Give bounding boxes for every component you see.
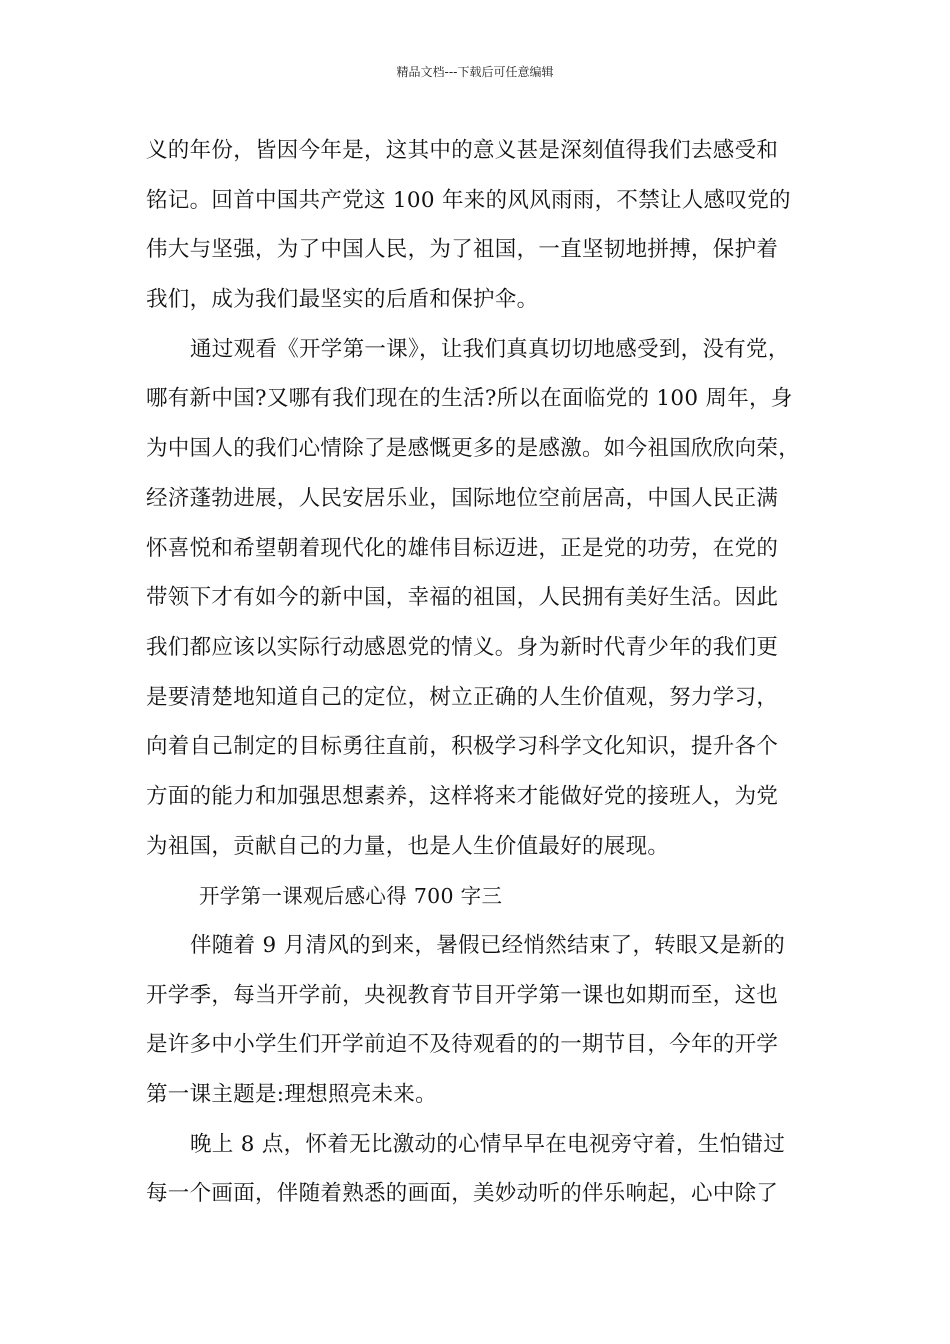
- text-line: 哪有新中国?又哪有我们现在的生活?所以在面临党的 100 周年，身: [146, 386, 793, 412]
- text-line: 我们都应该以实际行动感恩党的情义。身为新时代青少年的我们更: [146, 634, 779, 660]
- paragraph-start-line: 伴随着 9 月清风的到来，暑假已经悄然结束了，转眼又是新的: [190, 933, 786, 958]
- text-line: 怀喜悦和希望朝着现代化的雄伟目标迈进，正是党的功劳，在党的: [146, 535, 779, 561]
- text-line: 向着自己制定的目标勇往直前，积极学习科学文化知识，提升各个: [146, 734, 779, 760]
- text-line: 方面的能力和加强思想素养，这样将来才能做好党的接班人，为党: [146, 783, 779, 809]
- paragraph-start-line: 晚上 8 点，怀着无比激动的心情早早在电视旁守着，生怕错过: [190, 1131, 786, 1157]
- text-line: 为祖国，贡献自己的力量，也是人生价值最好的展现。: [146, 833, 670, 859]
- text-line: 义的年份，皆因今年是，这其中的意义甚是深刻值得我们去感受和: [146, 138, 779, 163]
- text-line: 是许多中小学生们开学前迫不及待观看的的一期节目，今年的开学: [146, 1032, 779, 1058]
- text-line: 伟大与坚强，为了中国人民，为了祖国，一直坚韧地拼搏，保护着: [146, 237, 779, 263]
- text-line: 是要清楚地知道自己的定位，树立正确的人生价值观，努力学习，: [146, 684, 779, 710]
- text-line: 带领下才有如今的新中国，幸福的祖国，人民拥有美好生活。因此: [146, 585, 779, 611]
- text-line: 开学季，每当开学前，央视教育节目开学第一课也如期而至，这也: [146, 982, 779, 1008]
- text-line: 经济蓬勃进展，人民安居乐业，国际地位空前居高，中国人民正满: [146, 485, 779, 511]
- document-body: [146, 131, 826, 1224]
- text-line: 我们，成为我们最坚实的后盾和保护伞。: [146, 287, 539, 313]
- text-line: 第一课主题是:理想照亮未来。: [146, 1082, 437, 1108]
- section-heading: 开学第一课观后感心得 700 字三: [199, 884, 503, 909]
- text-line: 铭记。回首中国共产党这 100 年来的风风雨雨，不禁让人感叹党的: [146, 187, 791, 213]
- text-line: 每一个画面，伴随着熟悉的画面，美妙动听的伴乐响起，心中除了: [146, 1181, 779, 1207]
- text-line: 为中国人的我们心情除了是感慨更多的是感激。如今祖国欣欣向荣，: [146, 436, 801, 462]
- paragraph-start-line: 通过观看《开学第一课》，让我们真真切切地感受到，没有党，: [190, 336, 790, 362]
- page-header: 精品文档---下载后可任意编辑: [396, 65, 554, 79]
